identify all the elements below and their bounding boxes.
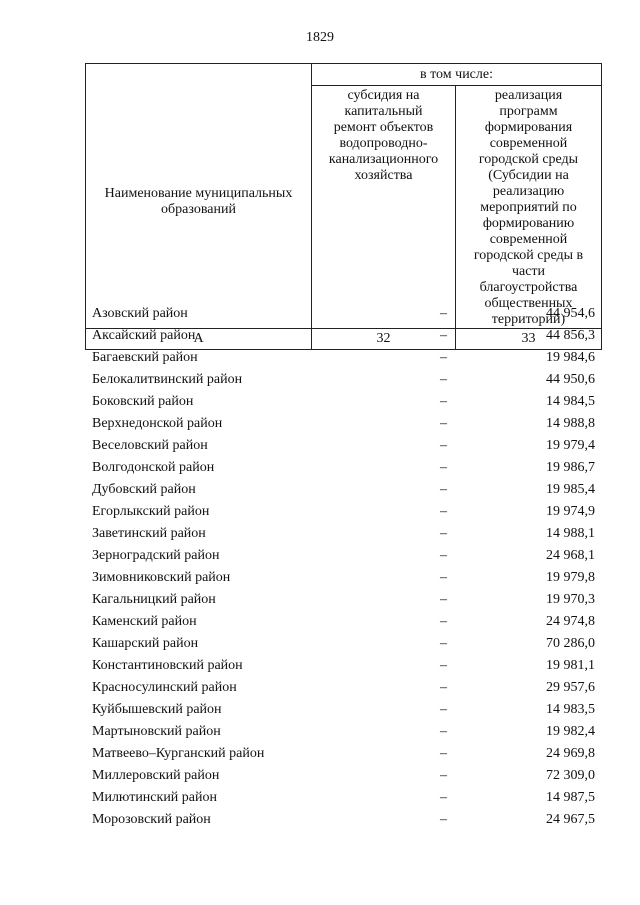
row-col32-value: – bbox=[440, 658, 447, 673]
row-col33-value: 29 957,6 bbox=[546, 680, 595, 695]
table-row bbox=[85, 677, 601, 699]
row-col33-value: 19 979,8 bbox=[546, 570, 595, 585]
row-municipality-name: Верхнедонской район bbox=[92, 416, 223, 431]
row-col32-value: – bbox=[440, 438, 447, 453]
row-municipality-name: Кагальницкий район bbox=[92, 592, 216, 607]
column-header-33 bbox=[456, 86, 602, 329]
table-row bbox=[85, 413, 601, 435]
row-municipality-name: Мартыновский район bbox=[92, 724, 221, 739]
row-municipality-name: Дубовский район bbox=[92, 482, 196, 497]
row-col32-value: – bbox=[440, 812, 447, 827]
row-col32-value: – bbox=[440, 724, 447, 739]
row-col33-value: 19 981,1 bbox=[546, 658, 595, 673]
row-col32-value: – bbox=[440, 636, 447, 651]
table-row bbox=[85, 655, 601, 677]
row-col32-value: – bbox=[440, 746, 447, 761]
row-municipality-name: Миллеровский район bbox=[92, 768, 220, 783]
table-row bbox=[85, 633, 601, 655]
row-municipality-name: Зимовниковский район bbox=[92, 570, 231, 585]
row-col32-value: – bbox=[440, 328, 447, 343]
row-col32-value: – bbox=[440, 306, 447, 321]
page-number: 1829 bbox=[306, 30, 334, 45]
table-row bbox=[85, 721, 601, 743]
table-row bbox=[85, 369, 601, 391]
column-code-name: А bbox=[86, 329, 312, 350]
row-col32-value: – bbox=[440, 570, 447, 585]
row-col33-value: 72 309,0 bbox=[546, 768, 595, 783]
row-municipality-name: Заветинский район bbox=[92, 526, 206, 541]
row-col33-value: 14 988,8 bbox=[546, 416, 595, 431]
table-row bbox=[85, 611, 601, 633]
table-row bbox=[85, 699, 601, 721]
column-header-name bbox=[86, 64, 312, 329]
table-row bbox=[85, 391, 601, 413]
row-municipality-name: Белокалитвинский район bbox=[92, 372, 243, 387]
table-row bbox=[85, 523, 601, 545]
table-row bbox=[85, 765, 601, 787]
row-col32-value: – bbox=[440, 350, 447, 365]
row-col33-value: 19 986,7 bbox=[546, 460, 595, 475]
row-col32-value: – bbox=[440, 680, 447, 695]
column-code-33: 33 bbox=[456, 329, 602, 350]
table-row bbox=[85, 787, 601, 809]
row-col33-value: 24 969,8 bbox=[546, 746, 595, 761]
row-municipality-name: Зерноградский район bbox=[92, 548, 220, 563]
row-municipality-name: Веселовский район bbox=[92, 438, 208, 453]
row-municipality-name: Волгодонской район bbox=[92, 460, 215, 475]
row-col33-value: 24 974,8 bbox=[546, 614, 595, 629]
column-header-name-text: Наименование муниципальных образований bbox=[104, 186, 293, 217]
row-municipality-name: Багаевский район bbox=[92, 350, 198, 365]
row-col32-value: – bbox=[440, 372, 447, 387]
row-col33-value: 19 984,6 bbox=[546, 350, 595, 365]
row-col32-value: – bbox=[440, 592, 447, 607]
table-row bbox=[85, 457, 601, 479]
table-row bbox=[85, 501, 601, 523]
table-row bbox=[85, 589, 601, 611]
row-col33-value: 19 974,9 bbox=[546, 504, 595, 519]
row-col32-value: – bbox=[440, 548, 447, 563]
row-col32-value: – bbox=[440, 504, 447, 519]
table-body bbox=[85, 303, 601, 831]
row-col33-value: 70 286,0 bbox=[546, 636, 595, 651]
row-col32-value: – bbox=[440, 702, 447, 717]
row-col32-value: – bbox=[440, 394, 447, 409]
column-code-32: 32 bbox=[312, 329, 456, 350]
row-col33-value: 44 950,6 bbox=[546, 372, 595, 387]
table-row bbox=[85, 325, 601, 347]
row-municipality-name: Боковский район bbox=[92, 394, 194, 409]
row-municipality-name: Красносулинский район bbox=[92, 680, 237, 695]
row-col33-value: 19 970,3 bbox=[546, 592, 595, 607]
row-col33-value: 24 967,5 bbox=[546, 812, 595, 827]
row-col32-value: – bbox=[440, 460, 447, 475]
column-group-header-including: в том числе: bbox=[312, 64, 602, 86]
row-col33-value: 14 987,5 bbox=[546, 790, 595, 805]
table-row bbox=[85, 303, 601, 325]
row-municipality-name: Каменский район bbox=[92, 614, 197, 629]
row-col33-value: 24 968,1 bbox=[546, 548, 595, 563]
row-col32-value: – bbox=[440, 526, 447, 541]
row-col32-value: – bbox=[440, 482, 447, 497]
table-row bbox=[85, 743, 601, 765]
row-municipality-name: Матвеево–Курганский район bbox=[92, 746, 265, 761]
row-col33-value: 19 982,4 bbox=[546, 724, 595, 739]
row-municipality-name: Кашарский район bbox=[92, 636, 199, 651]
row-col33-value: 44 954,6 bbox=[546, 306, 595, 321]
row-col33-value: 44 856,3 bbox=[546, 328, 595, 343]
row-municipality-name: Егорлыкский район bbox=[92, 504, 210, 519]
column-header-33-text: реализация программ формирования современной городской среды (Субсидии на реализацию мероприятий по формированию современной городской среды в части благоустройства общественных территорий) bbox=[473, 88, 584, 327]
row-col32-value: – bbox=[440, 416, 447, 431]
row-municipality-name: Милютинский район bbox=[92, 790, 218, 805]
table-row bbox=[85, 347, 601, 369]
row-municipality-name: Морозовский район bbox=[92, 812, 211, 827]
row-municipality-name: Константиновский район bbox=[92, 658, 243, 673]
row-col32-value: – bbox=[440, 768, 447, 783]
table-row bbox=[85, 479, 601, 501]
row-col33-value: 19 985,4 bbox=[546, 482, 595, 497]
row-col32-value: – bbox=[440, 790, 447, 805]
column-header-32 bbox=[312, 86, 456, 329]
row-col33-value: 14 988,1 bbox=[546, 526, 595, 541]
table-row bbox=[85, 567, 601, 589]
column-header-32-text: субсидия на капитальный ремонт объектов водопроводно-канализационного хозяйства bbox=[328, 88, 439, 183]
row-col33-value: 19 979,4 bbox=[546, 438, 595, 453]
row-col33-value: 14 984,5 bbox=[546, 394, 595, 409]
row-municipality-name: Аксайский район bbox=[92, 328, 196, 343]
table-row bbox=[85, 809, 601, 831]
row-col33-value: 14 983,5 bbox=[546, 702, 595, 717]
row-municipality-name: Азовский район bbox=[92, 306, 188, 321]
table-row bbox=[85, 435, 601, 457]
table-row bbox=[85, 545, 601, 567]
row-municipality-name: Куйбышевский район bbox=[92, 702, 222, 717]
row-col32-value: – bbox=[440, 614, 447, 629]
